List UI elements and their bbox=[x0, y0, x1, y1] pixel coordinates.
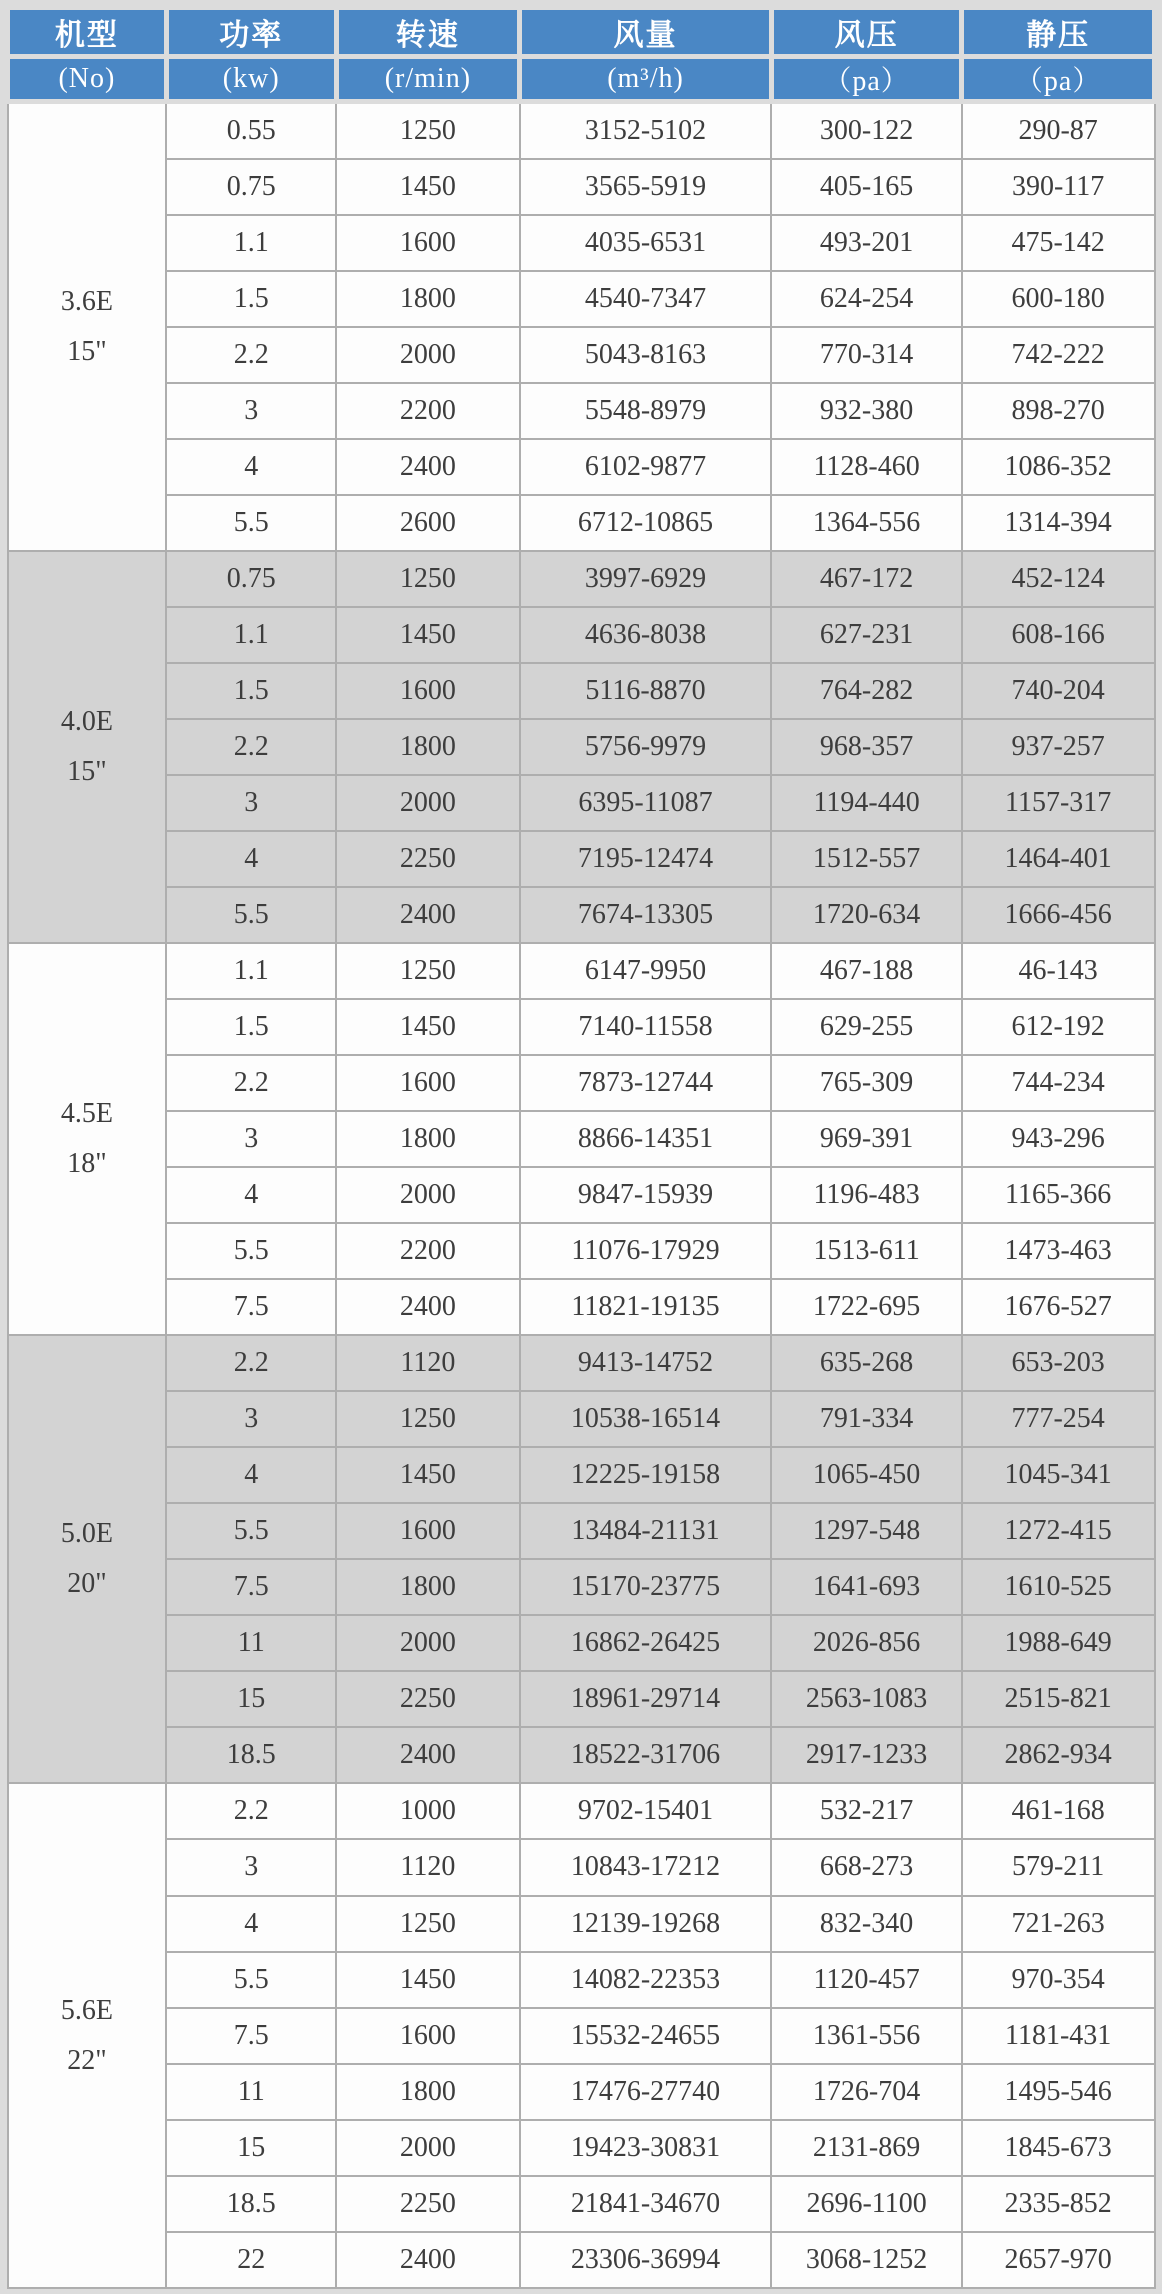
power-cell: 5.5 bbox=[166, 1223, 336, 1279]
power-cell: 2.2 bbox=[166, 1783, 336, 1839]
model-label: 4.5E bbox=[60, 1098, 113, 1130]
static-pressure-cell: 1495-546 bbox=[962, 2064, 1155, 2120]
speed-cell: 2000 bbox=[336, 327, 520, 383]
pressure-cell: 832-340 bbox=[771, 1896, 961, 1952]
airflow-cell: 8866-14351 bbox=[520, 1111, 772, 1167]
table-row bbox=[8, 439, 1155, 495]
table-row bbox=[8, 1671, 1155, 1727]
model-cell bbox=[8, 1335, 167, 1783]
pressure-cell: 1720-634 bbox=[771, 887, 961, 943]
airflow-cell: 10843-17212 bbox=[520, 1839, 772, 1895]
size-label: 18" bbox=[67, 1148, 107, 1180]
power-cell: 5.5 bbox=[166, 1503, 336, 1559]
airflow-cell: 9413-14752 bbox=[520, 1335, 772, 1391]
pressure-cell: 1513-611 bbox=[771, 1223, 961, 1279]
speed-cell: 1600 bbox=[336, 1503, 520, 1559]
power-cell: 7.5 bbox=[166, 2008, 336, 2064]
table-row bbox=[8, 1279, 1155, 1335]
pressure-cell: 1726-704 bbox=[771, 2064, 961, 2120]
power-cell: 2.2 bbox=[166, 1055, 336, 1111]
power-cell: 5.5 bbox=[166, 495, 336, 551]
speed-cell: 2250 bbox=[336, 2176, 520, 2232]
airflow-cell: 6712-10865 bbox=[520, 495, 772, 551]
static-pressure-cell: 600-180 bbox=[962, 271, 1155, 327]
static-pressure-cell: 1165-366 bbox=[962, 1167, 1155, 1223]
col-header-speed: 转速 bbox=[336, 8, 520, 57]
pressure-cell: 1196-483 bbox=[771, 1167, 961, 1223]
pressure-cell: 1641-693 bbox=[771, 1559, 961, 1615]
table-row bbox=[8, 943, 1155, 999]
col-header-static-pressure: 静压 bbox=[962, 8, 1155, 57]
model-label: 3.6E bbox=[60, 286, 113, 318]
static-pressure-cell: 740-204 bbox=[962, 663, 1155, 719]
power-cell: 1.5 bbox=[166, 663, 336, 719]
static-pressure-cell: 2515-821 bbox=[962, 1671, 1155, 1727]
power-cell: 3 bbox=[166, 1111, 336, 1167]
speed-cell: 1800 bbox=[336, 1559, 520, 1615]
model-label: 5.0E bbox=[60, 1518, 113, 1550]
power-cell: 2.2 bbox=[166, 327, 336, 383]
static-pressure-cell: 653-203 bbox=[962, 1335, 1155, 1391]
col-unit-speed: (r/min) bbox=[336, 57, 520, 102]
speed-cell: 2000 bbox=[336, 775, 520, 831]
pressure-cell: 668-273 bbox=[771, 1839, 961, 1895]
airflow-cell: 14082-22353 bbox=[520, 1952, 772, 2008]
static-pressure-cell: 898-270 bbox=[962, 383, 1155, 439]
power-cell: 1.1 bbox=[166, 607, 336, 663]
fan-spec-table bbox=[5, 5, 1157, 2289]
pressure-cell: 765-309 bbox=[771, 1055, 961, 1111]
static-pressure-cell: 777-254 bbox=[962, 1391, 1155, 1447]
table-row bbox=[8, 607, 1155, 663]
pressure-cell: 1065-450 bbox=[771, 1447, 961, 1503]
model-cell bbox=[8, 551, 167, 943]
power-cell: 11 bbox=[166, 2064, 336, 2120]
airflow-cell: 15170-23775 bbox=[520, 1559, 772, 1615]
static-pressure-cell: 452-124 bbox=[962, 551, 1155, 607]
power-cell: 22 bbox=[166, 2232, 336, 2288]
speed-cell: 1800 bbox=[336, 271, 520, 327]
pressure-cell: 467-188 bbox=[771, 943, 961, 999]
power-cell: 5.5 bbox=[166, 1952, 336, 2008]
model-label: 5.6E bbox=[60, 1994, 113, 2026]
table-row bbox=[8, 2008, 1155, 2064]
pressure-cell: 1361-556 bbox=[771, 2008, 961, 2064]
power-cell: 2.2 bbox=[166, 719, 336, 775]
size-label: 22" bbox=[67, 2044, 107, 2076]
table-row bbox=[8, 159, 1155, 215]
speed-cell: 1600 bbox=[336, 1055, 520, 1111]
power-cell: 5.5 bbox=[166, 887, 336, 943]
power-cell: 1.5 bbox=[166, 271, 336, 327]
power-cell: 3 bbox=[166, 1391, 336, 1447]
static-pressure-cell: 475-142 bbox=[962, 215, 1155, 271]
static-pressure-cell: 1045-341 bbox=[962, 1447, 1155, 1503]
speed-cell: 1450 bbox=[336, 999, 520, 1055]
col-header-model: 机型 bbox=[8, 8, 167, 57]
airflow-cell: 7195-12474 bbox=[520, 831, 772, 887]
pressure-cell: 2563-1083 bbox=[771, 1671, 961, 1727]
airflow-cell: 15532-24655 bbox=[520, 2008, 772, 2064]
power-cell: 15 bbox=[166, 2120, 336, 2176]
speed-cell: 1120 bbox=[336, 1839, 520, 1895]
static-pressure-cell: 742-222 bbox=[962, 327, 1155, 383]
speed-cell: 2400 bbox=[336, 1727, 520, 1783]
pressure-cell: 2696-1100 bbox=[771, 2176, 961, 2232]
speed-cell: 1800 bbox=[336, 719, 520, 775]
airflow-cell: 11821-19135 bbox=[520, 1279, 772, 1335]
table-row bbox=[8, 102, 1155, 160]
power-cell: 7.5 bbox=[166, 1559, 336, 1615]
pressure-cell: 300-122 bbox=[771, 102, 961, 160]
pressure-cell: 968-357 bbox=[771, 719, 961, 775]
static-pressure-cell: 1473-463 bbox=[962, 1223, 1155, 1279]
pressure-cell: 1120-457 bbox=[771, 1952, 961, 2008]
speed-cell: 1250 bbox=[336, 102, 520, 160]
size-label: 15" bbox=[67, 756, 107, 788]
model-label: 4.0E bbox=[60, 706, 113, 738]
speed-cell: 1250 bbox=[336, 1391, 520, 1447]
static-pressure-cell: 1988-649 bbox=[962, 1615, 1155, 1671]
speed-cell: 1450 bbox=[336, 159, 520, 215]
airflow-cell: 7140-11558 bbox=[520, 999, 772, 1055]
power-cell: 4 bbox=[166, 1167, 336, 1223]
table-row bbox=[8, 495, 1155, 551]
table-row bbox=[8, 1335, 1155, 1391]
airflow-cell: 5756-9979 bbox=[520, 719, 772, 775]
speed-cell: 1600 bbox=[336, 215, 520, 271]
col-unit-model: (No) bbox=[8, 57, 167, 102]
static-pressure-cell: 1845-673 bbox=[962, 2120, 1155, 2176]
pressure-cell: 3068-1252 bbox=[771, 2232, 961, 2288]
airflow-cell: 7873-12744 bbox=[520, 1055, 772, 1111]
table-header bbox=[8, 8, 1155, 102]
power-cell: 15 bbox=[166, 1671, 336, 1727]
table-row bbox=[8, 2064, 1155, 2120]
speed-cell: 1120 bbox=[336, 1335, 520, 1391]
pressure-cell: 1297-548 bbox=[771, 1503, 961, 1559]
speed-cell: 1000 bbox=[336, 1783, 520, 1839]
speed-cell: 2000 bbox=[336, 1167, 520, 1223]
power-cell: 3 bbox=[166, 383, 336, 439]
table-row bbox=[8, 2176, 1155, 2232]
power-cell: 1.5 bbox=[166, 999, 336, 1055]
airflow-cell: 9847-15939 bbox=[520, 1167, 772, 1223]
power-cell: 18.5 bbox=[166, 2176, 336, 2232]
airflow-cell: 19423-30831 bbox=[520, 2120, 772, 2176]
static-pressure-cell: 1272-415 bbox=[962, 1503, 1155, 1559]
speed-cell: 1600 bbox=[336, 663, 520, 719]
table-row bbox=[8, 1559, 1155, 1615]
static-pressure-cell: 46-143 bbox=[962, 943, 1155, 999]
pressure-cell: 405-165 bbox=[771, 159, 961, 215]
airflow-cell: 9702-15401 bbox=[520, 1783, 772, 1839]
table-row bbox=[8, 327, 1155, 383]
airflow-cell: 5116-8870 bbox=[520, 663, 772, 719]
speed-cell: 2250 bbox=[336, 1671, 520, 1727]
table-row bbox=[8, 999, 1155, 1055]
pressure-cell: 1128-460 bbox=[771, 439, 961, 495]
table-row bbox=[8, 1223, 1155, 1279]
power-cell: 1.1 bbox=[166, 215, 336, 271]
static-pressure-cell: 937-257 bbox=[962, 719, 1155, 775]
power-cell: 0.55 bbox=[166, 102, 336, 160]
pressure-cell: 2026-856 bbox=[771, 1615, 961, 1671]
speed-cell: 1450 bbox=[336, 1447, 520, 1503]
power-cell: 11 bbox=[166, 1615, 336, 1671]
col-unit-power: (kw) bbox=[166, 57, 336, 102]
airflow-cell: 7674-13305 bbox=[520, 887, 772, 943]
table-row bbox=[8, 551, 1155, 607]
table-row bbox=[8, 1111, 1155, 1167]
pressure-cell: 1512-557 bbox=[771, 831, 961, 887]
table-row bbox=[8, 1952, 1155, 2008]
pressure-cell: 969-391 bbox=[771, 1111, 961, 1167]
power-cell: 7.5 bbox=[166, 1279, 336, 1335]
airflow-cell: 4540-7347 bbox=[520, 271, 772, 327]
col-header-pressure: 风压 bbox=[771, 8, 961, 57]
airflow-cell: 4636-8038 bbox=[520, 607, 772, 663]
airflow-cell: 13484-21131 bbox=[520, 1503, 772, 1559]
airflow-cell: 11076-17929 bbox=[520, 1223, 772, 1279]
speed-cell: 1250 bbox=[336, 551, 520, 607]
table-row bbox=[8, 215, 1155, 271]
speed-cell: 2400 bbox=[336, 439, 520, 495]
static-pressure-cell: 1610-525 bbox=[962, 1559, 1155, 1615]
speed-cell: 1250 bbox=[336, 1896, 520, 1952]
speed-cell: 2200 bbox=[336, 1223, 520, 1279]
speed-cell: 1800 bbox=[336, 1111, 520, 1167]
power-cell: 0.75 bbox=[166, 159, 336, 215]
airflow-cell: 3152-5102 bbox=[520, 102, 772, 160]
pressure-cell: 532-217 bbox=[771, 1783, 961, 1839]
airflow-cell: 10538-16514 bbox=[520, 1391, 772, 1447]
speed-cell: 2400 bbox=[336, 887, 520, 943]
pressure-cell: 1364-556 bbox=[771, 495, 961, 551]
power-cell: 4 bbox=[166, 439, 336, 495]
static-pressure-cell: 943-296 bbox=[962, 1111, 1155, 1167]
table-row bbox=[8, 775, 1155, 831]
col-header-power: 功率 bbox=[166, 8, 336, 57]
table-row bbox=[8, 887, 1155, 943]
speed-cell: 2400 bbox=[336, 1279, 520, 1335]
pressure-cell: 627-231 bbox=[771, 607, 961, 663]
airflow-cell: 17476-27740 bbox=[520, 2064, 772, 2120]
col-header-airflow: 风量 bbox=[520, 8, 772, 57]
static-pressure-cell: 1181-431 bbox=[962, 2008, 1155, 2064]
airflow-cell: 21841-34670 bbox=[520, 2176, 772, 2232]
static-pressure-cell: 970-354 bbox=[962, 1952, 1155, 2008]
table-row bbox=[8, 1503, 1155, 1559]
static-pressure-cell: 2335-852 bbox=[962, 2176, 1155, 2232]
static-pressure-cell: 579-211 bbox=[962, 1839, 1155, 1895]
static-pressure-cell: 1086-352 bbox=[962, 439, 1155, 495]
static-pressure-cell: 2657-970 bbox=[962, 2232, 1155, 2288]
power-cell: 0.75 bbox=[166, 551, 336, 607]
static-pressure-cell: 290-87 bbox=[962, 102, 1155, 160]
airflow-cell: 5548-8979 bbox=[520, 383, 772, 439]
airflow-cell: 6102-9877 bbox=[520, 439, 772, 495]
table-row bbox=[8, 1391, 1155, 1447]
table-row bbox=[8, 663, 1155, 719]
airflow-cell: 16862-26425 bbox=[520, 1615, 772, 1671]
airflow-cell: 4035-6531 bbox=[520, 215, 772, 271]
pressure-cell: 791-334 bbox=[771, 1391, 961, 1447]
pressure-cell: 467-172 bbox=[771, 551, 961, 607]
power-cell: 3 bbox=[166, 775, 336, 831]
pressure-cell: 1722-695 bbox=[771, 1279, 961, 1335]
static-pressure-cell: 1464-401 bbox=[962, 831, 1155, 887]
power-cell: 4 bbox=[166, 1447, 336, 1503]
static-pressure-cell: 744-234 bbox=[962, 1055, 1155, 1111]
model-cell bbox=[8, 943, 167, 1335]
table-row bbox=[8, 1727, 1155, 1783]
model-cell bbox=[8, 1783, 167, 2288]
col-unit-airflow: (m³/h) bbox=[520, 57, 772, 102]
power-cell: 2.2 bbox=[166, 1335, 336, 1391]
airflow-cell: 3565-5919 bbox=[520, 159, 772, 215]
speed-cell: 2250 bbox=[336, 831, 520, 887]
speed-cell: 2000 bbox=[336, 2120, 520, 2176]
power-cell: 18.5 bbox=[166, 1727, 336, 1783]
pressure-cell: 770-314 bbox=[771, 327, 961, 383]
pressure-cell: 2917-1233 bbox=[771, 1727, 961, 1783]
table-row bbox=[8, 831, 1155, 887]
header-row-units bbox=[8, 57, 1155, 102]
model-cell bbox=[8, 102, 167, 552]
static-pressure-cell: 721-263 bbox=[962, 1896, 1155, 1952]
static-pressure-cell: 2862-934 bbox=[962, 1727, 1155, 1783]
static-pressure-cell: 390-117 bbox=[962, 159, 1155, 215]
static-pressure-cell: 1157-317 bbox=[962, 775, 1155, 831]
table-row bbox=[8, 719, 1155, 775]
table-row bbox=[8, 2232, 1155, 2288]
speed-cell: 1450 bbox=[336, 1952, 520, 2008]
speed-cell: 2600 bbox=[336, 495, 520, 551]
static-pressure-cell: 1314-394 bbox=[962, 495, 1155, 551]
size-label: 20" bbox=[67, 1568, 107, 1600]
airflow-cell: 3997-6929 bbox=[520, 551, 772, 607]
static-pressure-cell: 1676-527 bbox=[962, 1279, 1155, 1335]
static-pressure-cell: 1666-456 bbox=[962, 887, 1155, 943]
speed-cell: 1600 bbox=[336, 2008, 520, 2064]
table-row bbox=[8, 2120, 1155, 2176]
table-body bbox=[8, 102, 1155, 2289]
pressure-cell: 764-282 bbox=[771, 663, 961, 719]
table-row bbox=[8, 1055, 1155, 1111]
speed-cell: 1800 bbox=[336, 2064, 520, 2120]
airflow-cell: 6395-11087 bbox=[520, 775, 772, 831]
airflow-cell: 5043-8163 bbox=[520, 327, 772, 383]
table-row bbox=[8, 1896, 1155, 1952]
airflow-cell: 18961-29714 bbox=[520, 1671, 772, 1727]
table-row bbox=[8, 1839, 1155, 1895]
header-row-titles bbox=[8, 8, 1155, 57]
power-cell: 3 bbox=[166, 1839, 336, 1895]
pressure-cell: 2131-869 bbox=[771, 2120, 961, 2176]
speed-cell: 2200 bbox=[336, 383, 520, 439]
pressure-cell: 932-380 bbox=[771, 383, 961, 439]
power-cell: 1.1 bbox=[166, 943, 336, 999]
size-label: 15" bbox=[67, 336, 107, 368]
pressure-cell: 624-254 bbox=[771, 271, 961, 327]
speed-cell: 1250 bbox=[336, 943, 520, 999]
speed-cell: 1450 bbox=[336, 607, 520, 663]
pressure-cell: 635-268 bbox=[771, 1335, 961, 1391]
speed-cell: 2400 bbox=[336, 2232, 520, 2288]
static-pressure-cell: 608-166 bbox=[962, 607, 1155, 663]
power-cell: 4 bbox=[166, 831, 336, 887]
airflow-cell: 6147-9950 bbox=[520, 943, 772, 999]
table-row bbox=[8, 1167, 1155, 1223]
pressure-cell: 1194-440 bbox=[771, 775, 961, 831]
table-row bbox=[8, 383, 1155, 439]
airflow-cell: 12225-19158 bbox=[520, 1447, 772, 1503]
pressure-cell: 493-201 bbox=[771, 215, 961, 271]
table-row bbox=[8, 271, 1155, 327]
airflow-cell: 23306-36994 bbox=[520, 2232, 772, 2288]
static-pressure-cell: 461-168 bbox=[962, 1783, 1155, 1839]
airflow-cell: 18522-31706 bbox=[520, 1727, 772, 1783]
table-row bbox=[8, 1783, 1155, 1839]
table-row bbox=[8, 1615, 1155, 1671]
col-unit-static-pressure: （pa） bbox=[962, 57, 1155, 102]
table-row bbox=[8, 1447, 1155, 1503]
static-pressure-cell: 612-192 bbox=[962, 999, 1155, 1055]
speed-cell: 2000 bbox=[336, 1615, 520, 1671]
power-cell: 4 bbox=[166, 1896, 336, 1952]
pressure-cell: 629-255 bbox=[771, 999, 961, 1055]
airflow-cell: 12139-19268 bbox=[520, 1896, 772, 1952]
col-unit-pressure: （pa） bbox=[771, 57, 961, 102]
